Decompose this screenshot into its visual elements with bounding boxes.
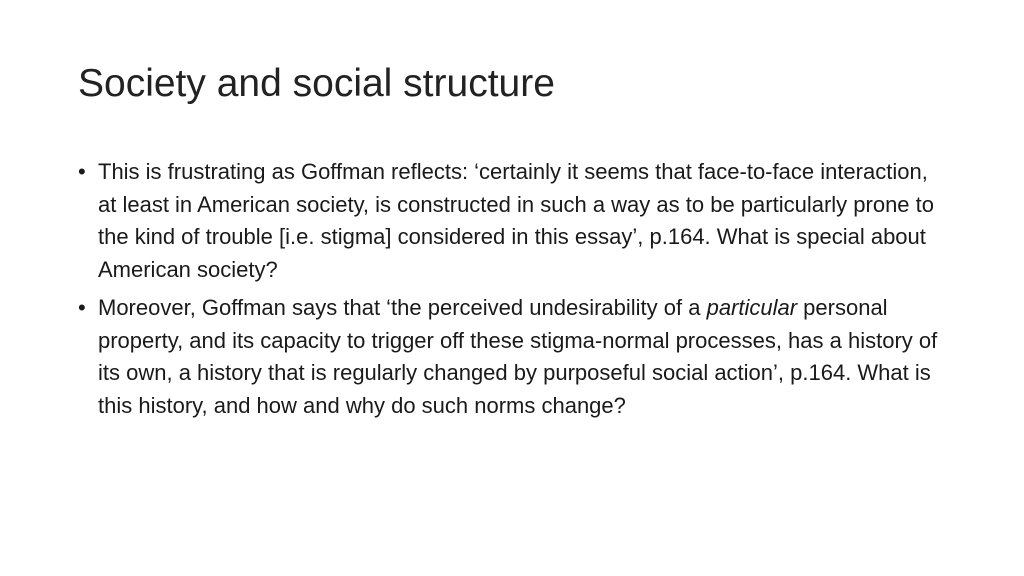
bullet-text-before: Moreover, Goffman says that ‘the perceived undesirability of a <box>98 295 707 320</box>
bullet-list <box>78 156 946 428</box>
bullet-text <box>98 292 946 422</box>
bullet-text-after: personal property, and its capacity to trigger off these stigma-normal processes, has a history of its own, a history that is regularly changed by purposeful social action’, p.164. What is this history, and how and why do such norms change? <box>98 295 938 418</box>
bullet-item-goffman-says <box>78 292 946 422</box>
bullet-marker: • <box>78 295 86 320</box>
bullet-text-emphasis: particular <box>706 295 798 320</box>
bullet-text: This is frustrating as Goffman reflects: ‘certainly it seems that face-to-face interaction, at least in American society, is constructed in such a way as to be particularly prone to the kind of trouble [i.e. stigma] considered in this essay’, p.164. What is special about American society? <box>98 159 934 282</box>
bullet-item-goffman-reflects <box>78 156 946 286</box>
slide-title: Society and social structure <box>78 62 555 105</box>
bullet-marker: • <box>78 159 86 184</box>
